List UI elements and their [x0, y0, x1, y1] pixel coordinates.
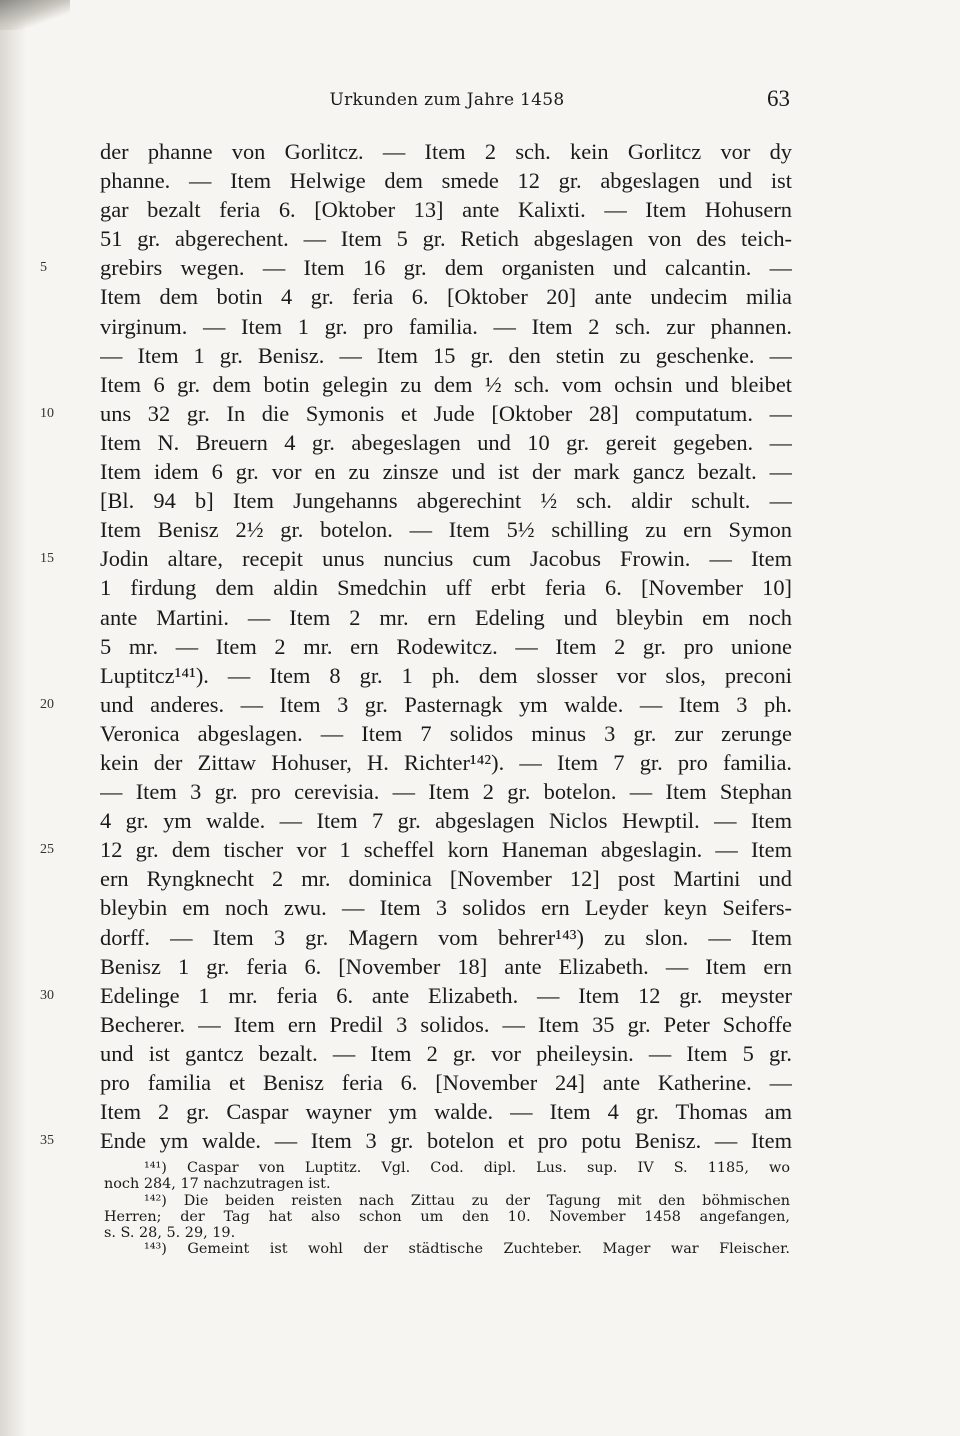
line-text: Item Benisz 2½ gr. botelon. — Item 5½ schilling zu ern Symon — [100, 517, 792, 543]
text-line — [40, 1126, 792, 1155]
line-number: 10 — [40, 405, 54, 421]
text-line — [100, 282, 792, 311]
line-number: 25 — [40, 842, 54, 858]
text-line — [40, 544, 792, 573]
text-line — [100, 1097, 792, 1126]
text-line — [100, 1068, 792, 1097]
line-text: Edelinge 1 mr. feria 6. ante Elizabeth. — Item 12 gr. meyster — [100, 982, 792, 1008]
line-number: 30 — [40, 987, 54, 1003]
text-line — [100, 603, 792, 632]
footnote-line: Herren; der Tag hat also schon um den 10. November 1458 angefangen, — [104, 1208, 790, 1225]
body-text — [40, 137, 792, 1155]
text-line — [100, 312, 792, 341]
text-line — [100, 952, 792, 981]
line-text: kein der Zittaw Hohuser, H. Richter¹⁴²). — Item 7 gr. pro familia. — [100, 749, 792, 775]
text-line — [100, 341, 792, 370]
line-text: uns 32 gr. In die Symonis et Jude [Oktober 28] computatum. — — [100, 400, 792, 426]
footnote-line: ¹⁴¹) Caspar von Luptitz. Vgl. Cod. dipl. Lus. sup. IV S. 1185, wo — [144, 1160, 790, 1176]
text-line — [40, 981, 792, 1010]
text-line — [100, 515, 792, 544]
line-text: und ist gantcz bezalt. — Item 2 gr. vor pheileysin. — Item 5 gr. — [100, 1040, 792, 1066]
line-text: und anderes. — Item 3 gr. Pasternagk ym walde. — Item 3 ph. — [100, 691, 792, 717]
line-text: 4 gr. ym walde. — Item 7 gr. abgeslagen Niclos Hewptil. — Item — [100, 808, 792, 834]
text-line — [100, 719, 792, 748]
text-line — [100, 137, 792, 166]
line-text: ern Ryngknecht 2 mr. dominica [November 12] post Martini und — [100, 866, 792, 892]
text-line — [40, 253, 792, 282]
running-title: Urkunden zum Jahre 1458 — [329, 90, 565, 110]
line-text: [Bl. 94 b] Item Jungehanns abgerechint ½ sch. aldir schult. — — [100, 488, 792, 514]
footnote-line: s. S. 28, 5. 29, 19. — [104, 1225, 236, 1242]
text-line — [100, 486, 792, 515]
line-text: ante Martini. — Item 2 mr. ern Edeling und bleybin em noch — [100, 604, 792, 630]
text-line — [100, 573, 792, 602]
footnote-line: ¹⁴²) Die beiden reisten nach Zittau zu der Tagung mit den böhmischen — [144, 1192, 790, 1209]
line-text: phanne. — Item Helwige dem smede 12 gr. abgeslagen und ist — [100, 168, 792, 194]
line-text: Luptitcz¹⁴¹). — Item 8 gr. 1 ph. dem slosser vor slos, preconi — [100, 662, 792, 688]
text-line — [40, 835, 792, 864]
line-text: 1 firdung dem aldin Smedchin uff erbt feria 6. [November 10] — [100, 575, 792, 601]
line-text: Item dem botin 4 gr. feria 6. [Oktober 20] ante undecim milia — [100, 284, 792, 310]
line-text: dorff. — Item 3 gr. Magern vom behrer¹⁴³) zu slon. — Item — [100, 924, 792, 950]
page-edge-shadow — [0, 0, 26, 1436]
text-line — [100, 370, 792, 399]
line-text: — Item 3 gr. pro cerevisia. — Item 2 gr. botelon. — Item Stephan — [100, 779, 792, 805]
line-text: Item N. Breuern 4 gr. abegeslagen und 10 gr. gereit gegeben. — — [100, 429, 792, 455]
page-corner-shadow — [0, 0, 70, 30]
text-line — [100, 893, 792, 922]
line-number: 20 — [40, 696, 54, 712]
footnotes — [104, 1160, 790, 1258]
page-number: 63 — [767, 86, 790, 111]
text-line — [100, 166, 792, 195]
line-text: virginum. — Item 1 gr. pro familia. — Item 2 sch. zur phannen. — [100, 313, 792, 339]
text-line — [100, 195, 792, 224]
line-text: Item 6 gr. dem botin gelegin zu dem ½ sch. vom ochsin und bleibet — [100, 371, 792, 397]
text-line — [100, 923, 792, 952]
text-line — [100, 224, 792, 253]
line-text: Benisz 1 gr. feria 6. [November 18] ante Elizabeth. — Item ern — [100, 953, 792, 979]
line-text: Jodin altare, recepit unus nuncius cum Jacobus Frowin. — Item — [100, 546, 792, 572]
text-line — [100, 428, 792, 457]
text-line — [100, 1010, 792, 1039]
text-line — [100, 777, 792, 806]
line-text: gar bezalt feria 6. [Oktober 13] ante Kalixti. — Item Hohusern — [100, 197, 792, 223]
text-line — [100, 661, 792, 690]
line-number: 15 — [40, 551, 54, 567]
text-line — [100, 457, 792, 486]
line-text: Veronica abgeslagen. — Item 7 solidos minus 3 gr. zur zerunge — [100, 720, 792, 746]
footnote-line: ¹⁴³) Gemeint ist wohl der städtische Zuchteber. Mager war Fleischer. — [144, 1241, 790, 1258]
line-text: 5 mr. — Item 2 mr. ern Rodewitcz. — Item 2 gr. pro unione — [100, 633, 792, 659]
line-text: grebirs wegen. — Item 16 gr. dem organisten und calcantin. — — [100, 255, 792, 281]
text-line — [100, 864, 792, 893]
line-text: der phanne von Gorlitcz. — Item 2 sch. kein Gorlitcz vor dy — [100, 139, 792, 164]
line-text: Becherer. — Item ern Predil 3 solidos. — Item 35 gr. Peter Schoffe — [100, 1011, 792, 1037]
line-text: Item 2 gr. Caspar wayner ym walde. — Item 4 gr. Thomas am — [100, 1099, 792, 1125]
line-text: 51 gr. abgerechent. — Item 5 gr. Retich abgeslagen von des teich- — [100, 226, 792, 252]
line-text: Item idem 6 gr. vor en zu zinsze und ist der mark gancz bezalt. — — [100, 459, 792, 485]
line-text: Ende ym walde. — Item 3 gr. botelon et pro potu Benisz. — Item — [100, 1128, 792, 1154]
line-text: pro familia et Benisz feria 6. [November 24] ante Katherine. — — [100, 1070, 792, 1095]
line-text: — Item 1 gr. Benisz. — Item 15 gr. den stetin zu geschenke. — — [100, 342, 792, 368]
text-line — [100, 748, 792, 777]
running-header — [104, 86, 790, 116]
text-line — [100, 806, 792, 835]
text-line — [40, 690, 792, 719]
line-number: 35 — [40, 1133, 54, 1149]
text-line — [40, 399, 792, 428]
line-number: 5 — [40, 260, 47, 276]
text-line — [100, 1039, 792, 1068]
text-line — [100, 632, 792, 661]
line-text: bleybin em noch zwu. — Item 3 solidos ern Leyder keyn Seifers- — [100, 895, 792, 921]
footnote-line: noch 284, 17 nachzutragen ist. — [104, 1176, 331, 1193]
line-text: 12 gr. dem tischer vor 1 scheffel korn Haneman abgeslagin. — Item — [100, 837, 792, 863]
